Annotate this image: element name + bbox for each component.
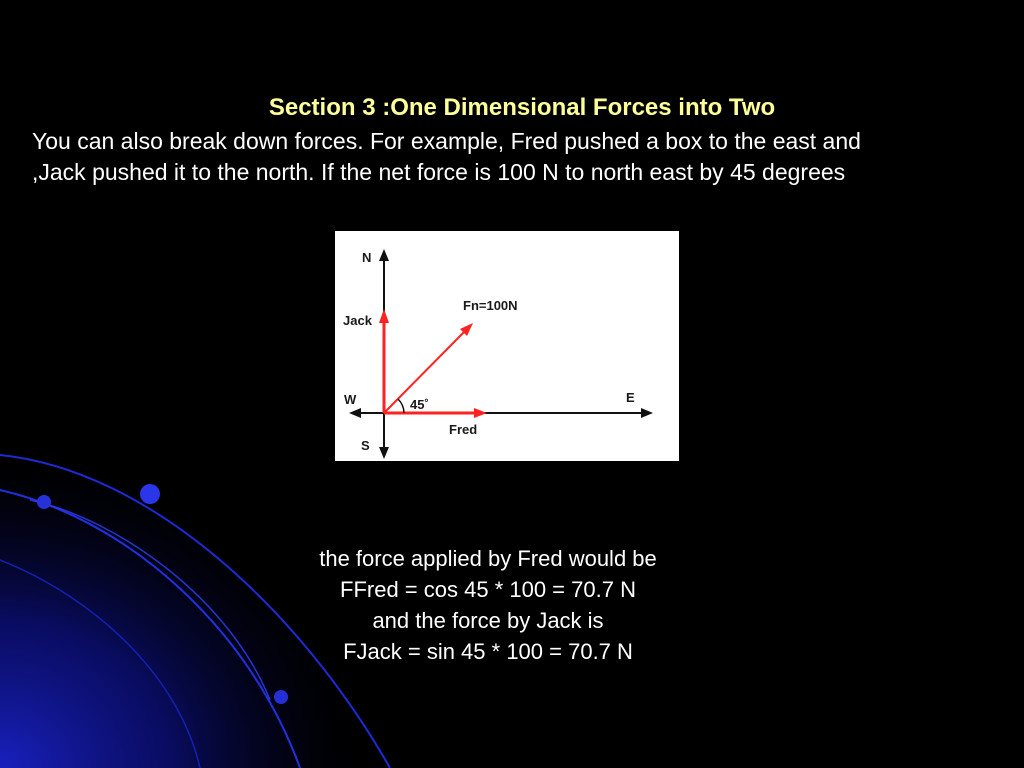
result-line: the force applied by Fred would be [319,546,657,571]
result-line: FJack = sin 45 * 100 = 70.7 N [343,639,633,664]
glow-dot [140,484,160,504]
south-arrowhead [379,447,389,459]
intro-line: ,Jack pushed it to the north. If the net force is 100 N to north east by 45 degrees [32,159,846,185]
intro-paragraph [32,126,1012,188]
east-label: E [626,390,635,405]
result-line: FFred = cos 45 * 100 = 70.7 N [340,577,636,602]
force-diagram [335,231,679,461]
north-label: N [362,250,372,265]
result-text [0,543,976,667]
west-label: W [344,392,357,407]
angle-arc [398,399,404,413]
result-line: and the force by Jack is [372,608,604,633]
north-arrowhead [379,249,389,261]
angle-label: 45˚ [410,397,429,412]
net-force-label: Fn=100N [463,298,518,313]
fred-arrowhead [474,408,487,418]
slide-title: Section 3 :One Dimensional Forces into Two [268,94,776,121]
intro-line: You can also break down forces. For example, Fred pushed a box to the east and [32,128,861,154]
jack-arrowhead [379,309,389,323]
glow-dot [37,495,51,509]
fred-label: Fred [449,422,478,437]
glow-dot [274,690,288,704]
jack-label: Jack [343,313,372,328]
west-arrowhead [349,408,361,418]
south-label: S [361,438,370,453]
east-arrowhead [641,408,653,418]
